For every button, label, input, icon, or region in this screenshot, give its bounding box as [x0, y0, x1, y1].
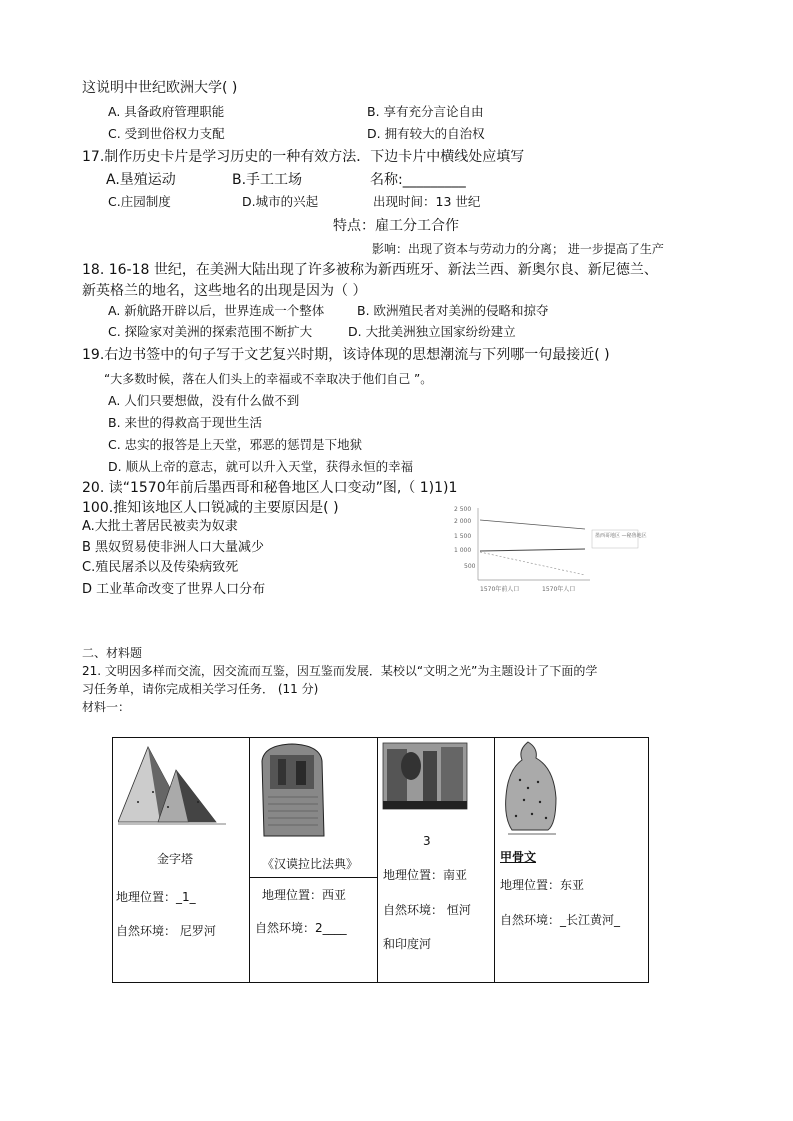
- q18-stem-line2: 新英格兰的地名，这些地名的出现是因为（ ）: [82, 283, 367, 299]
- x-tick-label: 1570年人口: [542, 586, 576, 593]
- code-of-hammurabi-stele-image: [256, 741, 336, 841]
- cell-caption-hammurabi: 《汉谟拉比法典》: [262, 857, 359, 871]
- q18-option-d: D. 大批美洲独立国家纷纷建立: [348, 324, 516, 339]
- cell-location-pyramid: 地理位置：_1_: [116, 890, 196, 904]
- q16-option-d: D. 拥有较大的自治权: [367, 126, 485, 141]
- q20-stem-line1: 20. 读“1570年前后墨西哥和秘鲁地区人口变动”图,（ 1)1)1: [82, 480, 458, 496]
- material-label: 材料一：: [82, 700, 131, 714]
- q20-option-b: B 黑奴贸易使非洲人口大量减少: [82, 540, 265, 555]
- cell-caption-oracle-bone: [500, 851, 536, 863]
- y-tick-label: 2 500: [454, 506, 472, 513]
- q21-stem-line2: 习任务单，请你完成相关学习任务． (11 分): [82, 682, 319, 696]
- cell-location-hammurabi: 地理位置：西亚: [262, 888, 347, 902]
- section-heading: 二、材料题: [82, 646, 143, 660]
- q17-card-impact: 影响：出现了资本与劳动力的分离； 进一步提高了生产: [372, 242, 664, 256]
- oracle-bone-caption-text: 甲骨文: [500, 850, 537, 864]
- q17-stem: 17.制作历史卡片是学习历史的一种有效方法．下边卡片中横线处应填写: [82, 149, 525, 165]
- x-tick-label: 1570年前人口: [480, 586, 520, 593]
- q16-option-c: C. 受到世俗权力支配: [108, 126, 225, 141]
- q17-option-b: B.手工工场: [232, 172, 303, 188]
- cell-environment-south-asia-line1: 自然环境： 恒河: [383, 903, 471, 917]
- cell-caption-pyramid: 金字塔: [157, 852, 194, 866]
- q19-quote: “大多数时候，落在人们头上的幸福或不幸取决于他们自己 ”。: [104, 372, 433, 386]
- mexico-series-line: [480, 520, 585, 529]
- indus-relief-image: [381, 741, 471, 813]
- q17-option-c: C.庄园制度: [108, 194, 171, 209]
- y-tick-label: 2 000: [454, 518, 472, 525]
- cell-environment-south-asia-line2: 和印度河: [383, 937, 432, 951]
- oracle-bone-image: [498, 738, 568, 838]
- population-change-figure: [440, 500, 660, 600]
- q19-option-a: A. 人们只要想做，没有什么做不到: [108, 393, 300, 408]
- cell-location-south-asia: 地理位置：南亚: [383, 868, 468, 882]
- cell-environment-pyramid: 自然环境： 尼罗河: [116, 924, 216, 938]
- cell-environment-oracle-bone: 自然环境：_长江黄河_: [500, 913, 621, 927]
- q16-option-a: A. 具备政府管理职能: [108, 104, 225, 119]
- q20-option-d: D 工业革命改变了世界人口分布: [82, 582, 266, 597]
- q17-option-a: A.垦殖运动: [106, 172, 176, 188]
- q20-option-a: A.大批土著居民被卖为奴隶: [82, 519, 238, 534]
- q19-option-c: C. 忠实的报答是上天堂，邪恶的惩罚是下地狱: [108, 437, 363, 452]
- q16-option-b: B. 享有充分言论自由: [367, 104, 484, 119]
- y-tick-label: 1 000: [454, 547, 472, 554]
- cell-location-oracle-bone: 地理位置：东亚: [500, 878, 585, 892]
- decline-series-line: [480, 552, 585, 575]
- pyramid-image: [118, 742, 228, 832]
- q18-option-a: A. 新航路开辟以后，世界连成一个整体: [108, 303, 325, 318]
- q17-card-feature: 特点：雇工分工合作: [333, 218, 459, 234]
- q17-card-time: 出现时间：13 世纪: [373, 194, 481, 209]
- q18-option-b: B. 欧洲殖民者对美洲的侵略和掠夺: [357, 303, 549, 318]
- q16-stem: 这说明中世纪欧洲大学( ): [82, 80, 238, 96]
- q17-option-d: D.城市的兴起: [242, 194, 319, 209]
- q19-stem: 19.右边书签中的句子写于文艺复兴时期，该诗体现的思想潮流与下列哪一句最接近( ): [82, 347, 610, 363]
- q18-stem-line1: 18. 16-18 世纪，在美洲大陆出现了许多被称为新西班牙、新法兰西、新奥尔良、新尼德兰、: [82, 262, 658, 278]
- q21-stem-line1: 21. 文明因多样而交流，因交流而互鉴，因互鉴而发展．某校以“文明之光”为主题设计了下面的学: [82, 664, 598, 678]
- q18-option-c: C. 探险家对美洲的探索范围不断扩大: [108, 324, 313, 339]
- y-tick-label: 500: [464, 563, 476, 570]
- y-tick-label: 1 500: [454, 533, 472, 540]
- q20-option-c: C.殖民屠杀以及传染病致死: [82, 560, 239, 575]
- peru-series-line: [480, 549, 585, 551]
- q17-card-name: 名称:_________: [370, 172, 466, 188]
- cell-caption-south-asia: 3: [423, 834, 431, 848]
- figure-legend: 墨西哥地区 —秘鲁地区: [595, 533, 647, 539]
- cell-environment-hammurabi: 自然环境：2____: [255, 921, 347, 935]
- q19-option-b: B. 来世的得救高于现世生活: [108, 415, 263, 430]
- q20-stem-line2: 100.推知该地区人口锐减的主要原因是( ): [82, 500, 339, 516]
- q19-option-d: D. 顺从上帝的意志，就可以升入天堂，获得永恒的幸福: [108, 459, 414, 474]
